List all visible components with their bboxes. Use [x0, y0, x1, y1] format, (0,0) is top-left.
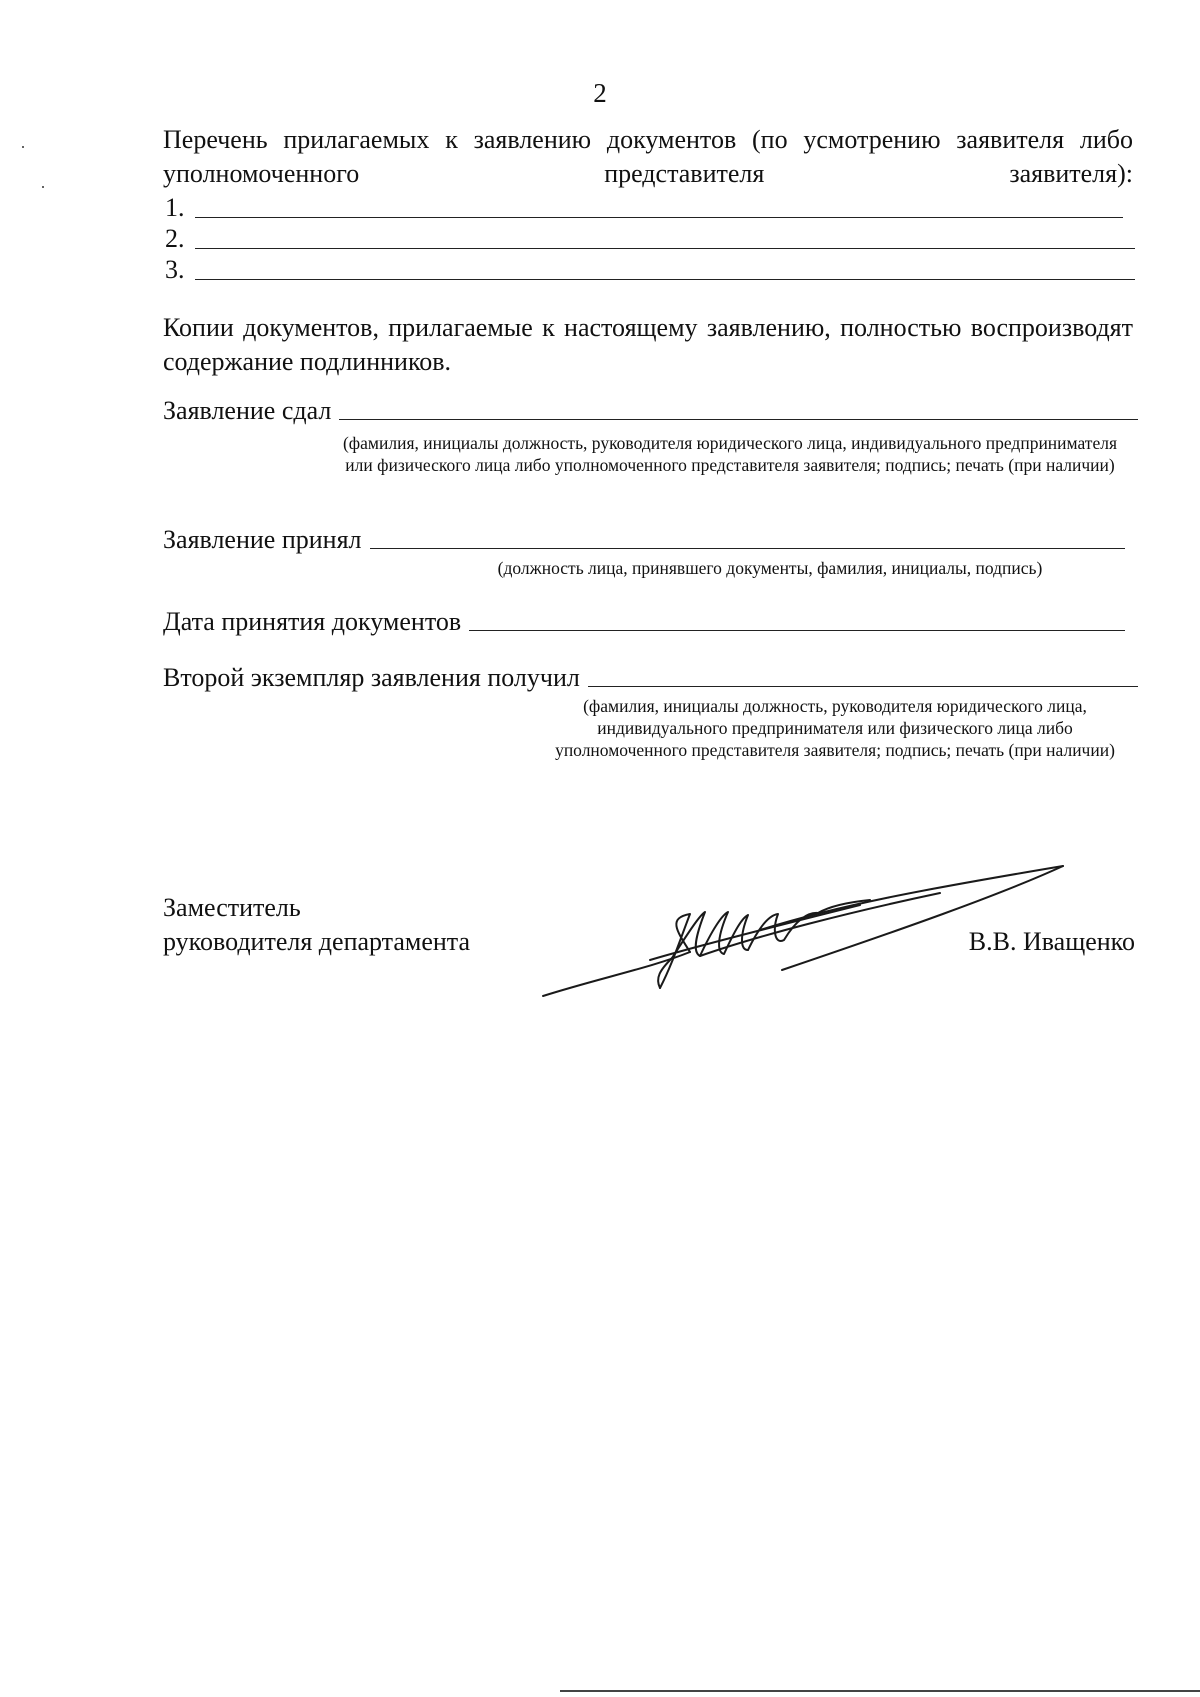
attachment-number: 2. — [165, 224, 185, 253]
accept-date-label: Дата принятия документов — [163, 607, 462, 636]
second-copy-label: Второй экземпляр заявления получил — [163, 663, 580, 692]
second-copy-caption: (фамилия, инициалы должность, руководителя юридического лица, индивидуального предпринимателя или физического лица либо уполномоченного представителя заявителя; подпись; печать (при наличии) — [555, 696, 1115, 760]
accepted-caption: (должность лица, принявшего документы, фамилия, инициалы, подпись) — [497, 558, 1043, 578]
attachment-number: 3. — [165, 255, 185, 284]
signatory-position-line-2: руководителя департамента — [163, 927, 471, 956]
attachment-number: 1. — [165, 193, 185, 222]
page-number: 2 — [593, 78, 607, 108]
signatory-position-line-1: Заместитель — [163, 893, 301, 922]
signatory-name: В.В. Иващенко — [968, 927, 1135, 956]
submitted-caption: (фамилия, инициалы должность, руководителя юридического лица, индивидуального предпринимателя или физического лица либо уполномоченного представителя заявителя; подпись; печать (при наличии) — [342, 433, 1118, 475]
footer-edge-line — [560, 1690, 1200, 1692]
submitted-label: Заявление сдал — [163, 396, 332, 425]
copies-statement: Копии документов, прилагаемые к настоящему заявлению, полностью воспроизводят содержание подлинников. — [163, 313, 1133, 376]
accepted-label: Заявление принял — [163, 525, 362, 554]
attachments-intro: Перечень прилагаемых к заявлению документов (по усмотрению заявителя либо уполномоченного представителя заявителя): — [163, 125, 1133, 188]
